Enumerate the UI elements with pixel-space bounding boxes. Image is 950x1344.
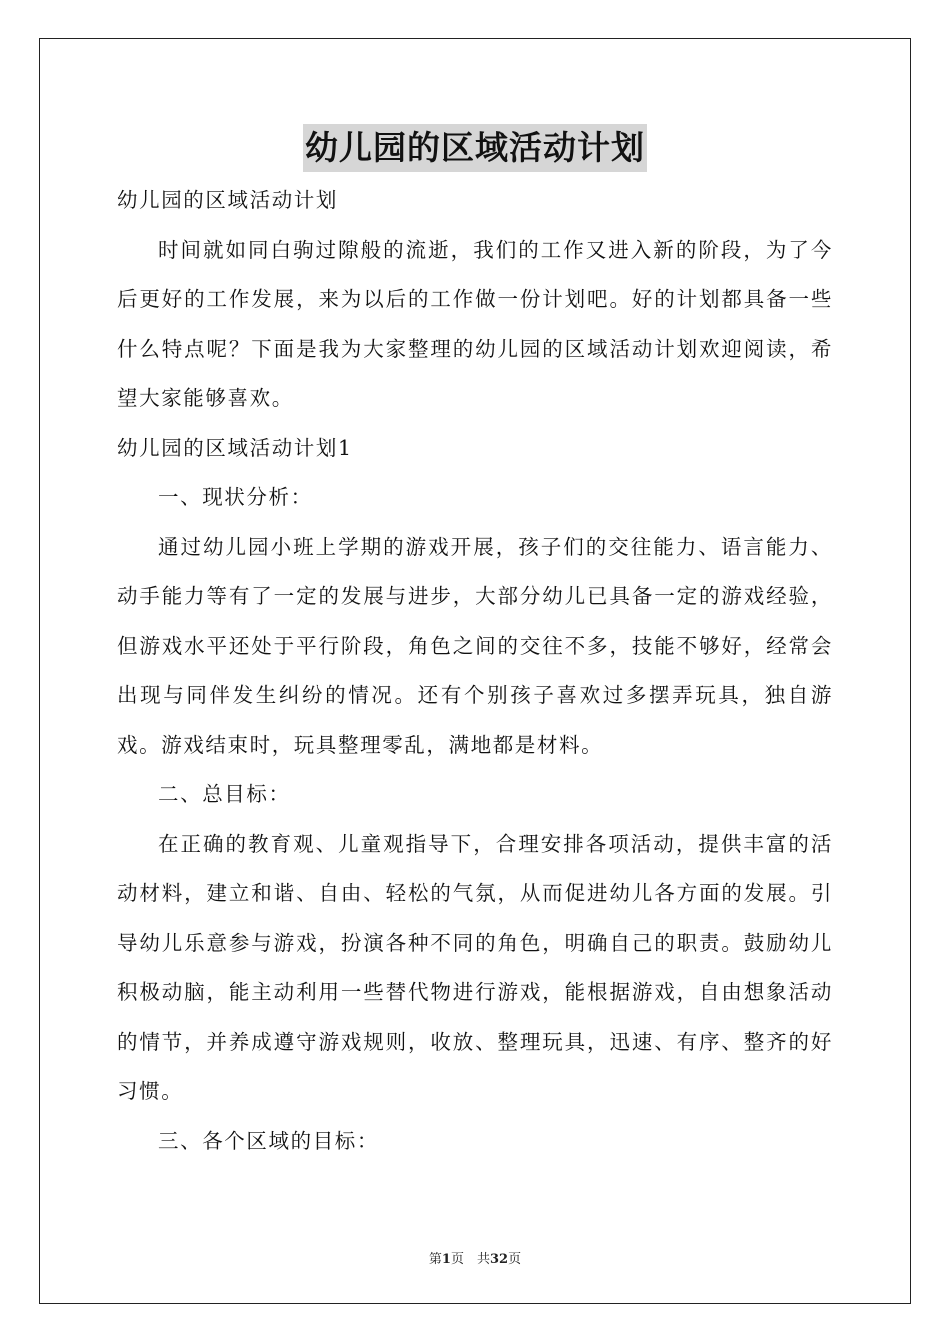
footer-page-current: 1: [441, 1252, 451, 1267]
paragraph-subtitle: 幼儿园的区域活动计划: [117, 188, 338, 212]
page-footer: [0, 1248, 950, 1267]
document-title: [0, 124, 950, 172]
paragraph-heading-analysis: 一、现状分析：: [158, 485, 313, 509]
footer-mid: 页 共: [450, 1252, 490, 1267]
footer-prefix: 第: [428, 1252, 442, 1267]
footer-suffix: 页: [508, 1252, 522, 1267]
footer-page-total: 32: [489, 1252, 509, 1267]
paragraph-heading-goal: 二、总目标：: [158, 782, 291, 806]
paragraph-section-heading: 幼儿园的区域活动计划1: [117, 435, 353, 460]
document-title-text: 幼儿园的区域活动计划: [303, 124, 647, 172]
paragraph-heading-area-goals: 三、各个区域的目标：: [158, 1128, 379, 1153]
document-body: [117, 176, 833, 1166]
paragraph-intro: 时间就如同白驹过隙般的流逝，我们的工作又进入新的阶段，为了今后更好的工作发展，来为以后的工作做一份计划吧。好的计划都具备一些什么特点呢？下面是我为大家整理的幼儿园的区域活动计划欢迎阅读，希望大家能够喜欢。: [117, 237, 833, 410]
paragraph-analysis: 通过幼儿园小班上学期的游戏开展，孩子们的交往能力、语言能力、动手能力等有了一定的发展与进步，大部分幼儿已具备一定的游戏经验，但游戏水平还处于平行阶段，角色之间的交往不多，技能不够好，经常会出现与同伴发生纠纷的情况。还有个别孩子喜欢过多摆弄玩具，独自游戏。游戏结束时，玩具整理零乱，满地都是材料。: [117, 534, 833, 757]
paragraph-goal: 在正确的教育观、儿童观指导下，合理安排各项活动，提供丰富的活动材料，建立和谐、自由、轻松的气氛，从而促进幼儿各方面的发展。引导幼儿乐意参与游戏，扮演各种不同的角色，明确自己的职责。鼓励幼儿积极动脑，能主动利用一些替代物进行游戏，能根据游戏，自由想象活动的情节，并养成遵守游戏规则，收放、整理玩具，迅速、有序、整齐的好习惯。: [117, 831, 833, 1103]
